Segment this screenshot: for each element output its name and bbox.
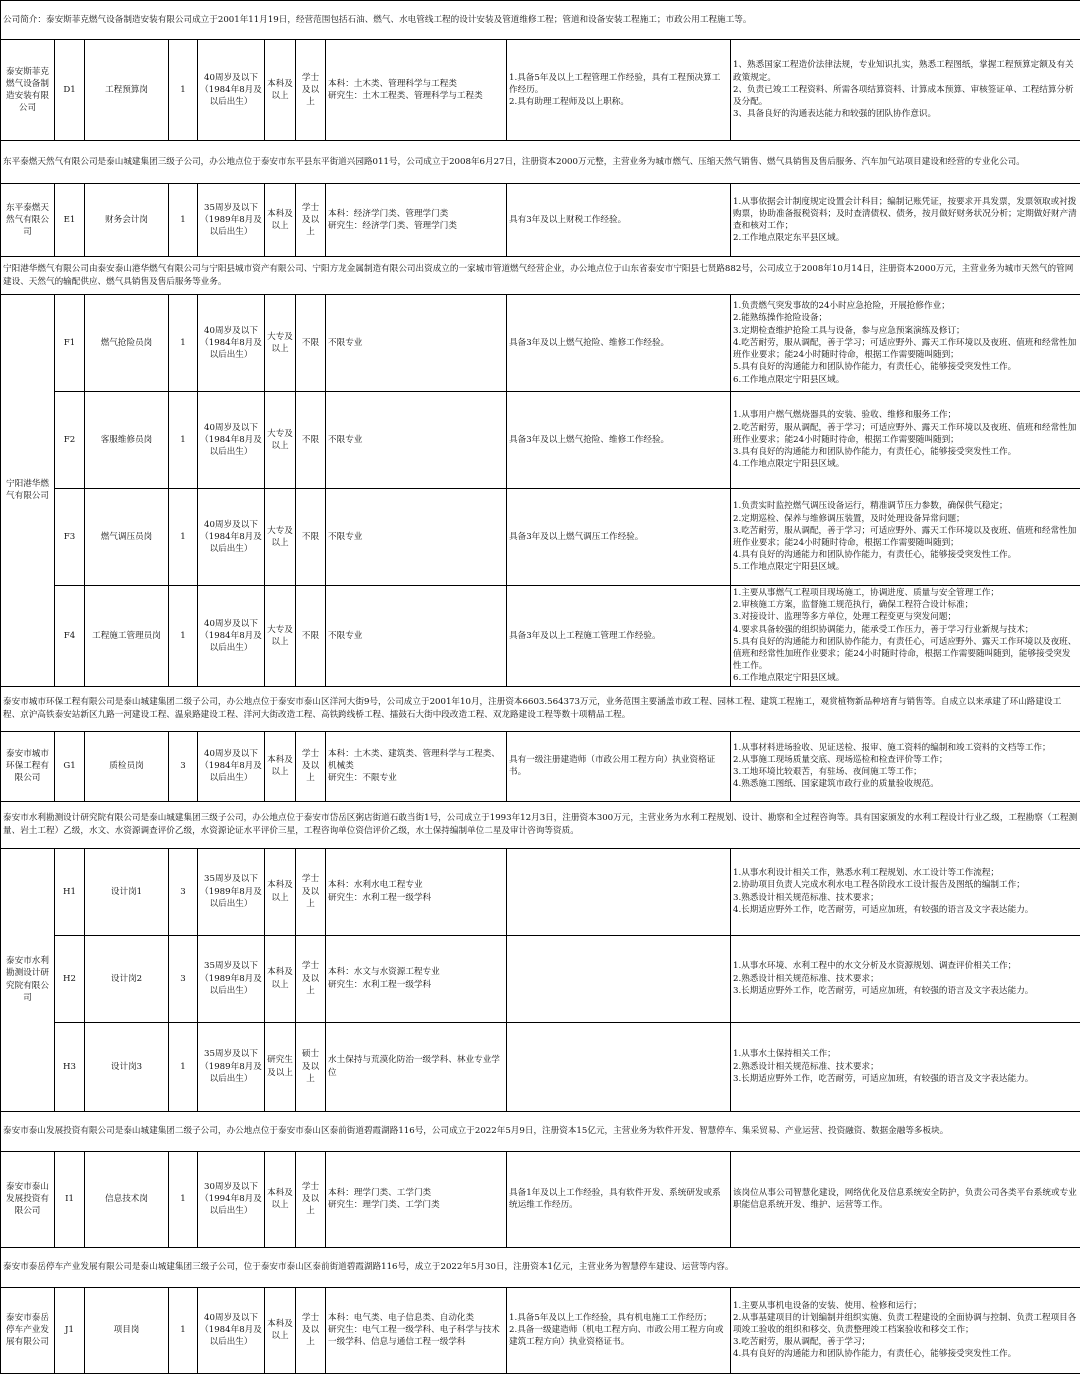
- education-requirement: 大专及以上: [265, 489, 296, 586]
- major-requirement: 不限专业: [326, 489, 507, 586]
- company-name: 宁阳港华燃气有限公司: [1, 295, 55, 687]
- job-description: 该岗位从事公司智慧化建设，网络优化及信息系统安全防护，负责公司各类平台系统或专业职能信息系统开发、维护、运营等工作。: [731, 1151, 1080, 1247]
- degree-requirement: 不限: [296, 295, 326, 392]
- experience-requirement: 具备3年及以上燃气抢险、维修工作经验。: [507, 295, 731, 392]
- company-name: 泰安市水利勘测设计研究院有限公司: [1, 848, 55, 1111]
- intro-row: [1, 1247, 1080, 1287]
- job-description: 1.主要从事机电设备的安装、使用、检修和运行； 2.从事基建项目的计划编制并组织实施、负责工程建设的全面协调与控制、负责工程项目各项竣工验收的组织和移交、负责整理竣工档案验收和移交工作； 3.吃苦耐劳，服从调配，善于学习； 4.具有良好的沟通能力和团队协作能力，有责任心，能够接受突发性工作。: [731, 1287, 1080, 1373]
- degree-requirement: 学士及以上: [296, 731, 326, 801]
- age-requirement: 35周岁及以下（1989年8月及以后出生）: [198, 184, 265, 257]
- major-requirement: 本科：水文与水资源工程专业 研究生：水利工程一级学科: [326, 935, 507, 1022]
- table-row: [1, 1287, 1080, 1373]
- experience-requirement: 具备3年及以上燃气调压工作经验。: [507, 489, 731, 586]
- degree-requirement: 不限: [296, 586, 326, 687]
- post-code: H1: [55, 848, 85, 935]
- experience-requirement: 具备3年及以上工程施工管理工作经验。: [507, 586, 731, 687]
- age-requirement: 35周岁及以下（1989年8月及以后出生）: [198, 848, 265, 935]
- degree-requirement: 硕士及以上: [296, 1022, 326, 1111]
- intro-row: [1, 801, 1080, 848]
- degree-requirement: 学士及以上: [296, 40, 326, 141]
- experience-requirement: 具备1年及以上工作经验，具有软件开发、系统研发或系统运维工作经历。: [507, 1151, 731, 1247]
- post-count: 1: [169, 489, 198, 586]
- table-row: [1, 848, 1080, 935]
- major-requirement: 不限专业: [326, 295, 507, 392]
- company-name: 泰安市泰山发展投资有限公司: [1, 1151, 55, 1247]
- job-description: 1.从事水土保持相关工作； 2.熟悉设计相关规范标准、技术要求； 3.长期适应野外工作，吃苦耐劳，可适应加班，有较强的语言及文字表达能力。: [731, 1022, 1080, 1111]
- intro-row: [1, 141, 1080, 184]
- degree-requirement: 不限: [296, 489, 326, 586]
- company-intro: 泰安市城市环保工程有限公司是泰山城建集团二级子公司，办公地点位于泰安市泰山区洋河大街9号，公司成立于2001年10月，注册资本6603.564373万元，业务范围主要涵盖市政工程、园林工程、建筑工程施工，观赏植物新品种培育与销售等。自成立以来承建了环山路建设工程、京沪高铁泰安站新区九路一河建设工程、温泉路建设工程、洋河大街改造工程、高铁跨线桥工程、擂鼓石大街中段改造工程、双龙路建设工程等数十项精品工程。: [1, 686, 1080, 731]
- post-code: F2: [55, 392, 85, 489]
- age-requirement: 40周岁及以下（1984年8月及以后出生）: [198, 586, 265, 687]
- table-row: [1, 1151, 1080, 1247]
- experience-requirement: [507, 848, 731, 935]
- experience-requirement: 1.具备5年及以上工程管理工作经验，具有工程预决算工作经历。 2.具有助理工程师及以上职称。: [507, 40, 731, 141]
- degree-requirement: 学士及以上: [296, 1287, 326, 1373]
- post-code: E1: [55, 184, 85, 257]
- major-requirement: 不限专业: [326, 392, 507, 489]
- age-requirement: 40周岁及以下（1984年8月及以后出生）: [198, 731, 265, 801]
- post-title: 燃气调压员岗: [85, 489, 169, 586]
- post-title: 设计岗2: [85, 935, 169, 1022]
- degree-requirement: 学士及以上: [296, 935, 326, 1022]
- age-requirement: 40周岁及以下（1984年8月及以后出生）: [198, 489, 265, 586]
- post-count: 1: [169, 1287, 198, 1373]
- post-code: G1: [55, 731, 85, 801]
- post-count: 1: [169, 295, 198, 392]
- post-code: H2: [55, 935, 85, 1022]
- post-code: J1: [55, 1287, 85, 1373]
- post-title: 信息技术岗: [85, 1151, 169, 1247]
- degree-requirement: 不限: [296, 392, 326, 489]
- table-row: [1, 295, 1080, 392]
- post-title: 工程施工管理员岗: [85, 586, 169, 687]
- job-description: 1.从事材料进场验收、见证送检、报审、施工资料的编制和竣工资料的文档等工作； 2.从事施工现场质量交底、现场巡检和检查评价等工作； 3.工地环境比较艰苦，有驻场、夜间施工等工作； 4.熟悉施工图纸、国家建筑市政行业的质量验收规范。: [731, 731, 1080, 801]
- job-description: 1.主要从事燃气工程项目现场施工，协调进度、质量与安全管理工作； 2.审核施工方案，监督施工规范执行，确保工程符合设计标准； 3.对接设计、监理等多方单位，处理工程变更与突发问题； 4.要求具备较强的组织协调能力，能承受工作压力，善于学习行业新规与技术； 5.具有良好的沟通能力和团队协作能力，有责任心，可适应野外、露天工作环境以及夜班、值班和经常性加班作业要求；能24小时随时待命，根据工作需要随叫随到，能够接受突发性工作。 6.工作地点限定宁阳县区域。: [731, 586, 1080, 687]
- age-requirement: 40周岁及以下（1984年8月及以后出生）: [198, 40, 265, 141]
- post-count: 1: [169, 1022, 198, 1111]
- age-requirement: 35周岁及以下（1989年8月及以后出生）: [198, 935, 265, 1022]
- post-count: 1: [169, 184, 198, 257]
- post-count: 1: [169, 392, 198, 489]
- post-title: 质检员岗: [85, 731, 169, 801]
- intro-row: [1, 686, 1080, 731]
- degree-requirement: 学士及以上: [296, 848, 326, 935]
- post-title: 设计岗3: [85, 1022, 169, 1111]
- degree-requirement: 学士及以上: [296, 1151, 326, 1247]
- company-name: 东平泰燃天然气有限公司: [1, 184, 55, 257]
- major-requirement: 本科：水利水电工程专业 研究生：水利工程一级学科: [326, 848, 507, 935]
- experience-requirement: 具有3年及以上财税工作经验。: [507, 184, 731, 257]
- company-intro: 公司简介：泰安斯菲克燃气设备制造安装有限公司成立于2001年11月19日，经营范围包括石油、燃气、水电管线工程的设计安装及管道维修工程；管道和设备安装工程施工；市政公用工程施工等。: [1, 1, 1080, 40]
- company-name: 泰安市城市环保工程有限公司: [1, 731, 55, 801]
- table-row: [1, 731, 1080, 801]
- post-code: I1: [55, 1151, 85, 1247]
- company-intro: 泰安市水利勘测设计研究院有限公司是泰山城建集团三级子公司，办公地点位于泰安市岱岳区粥店街道石敢当街1号，公司成立于1993年12月3日，注册资本300万元，主营业务为水利工程规划、设计、勘察和全过程咨询等。具有国家颁发的水利工程设计行业乙级，工程勘察（工程测量、岩土工程）乙级，水文、水资源调查评价乙级，水资源论证水平评价三星，工程咨询单位资信评价乙级，水土保持编制单位二星及审计咨询等资质。: [1, 801, 1080, 848]
- company-intro: 宁阳港华燃气有限公司由泰安泰山港华燃气有限公司与宁阳县城市资产有限公司、宁阳方龙金属制造有限公司出资成立的一家城市管道燃气经营企业，办公地点位于山东省泰安市宁阳县七贤路882号，公司成立于2008年10月14日，注册资本2000万元，主营业务为城市天然气的管网建设、天然气的输配供应、燃气具销售及售后服务等业务。: [1, 257, 1080, 295]
- post-title: 财务会计岗: [85, 184, 169, 257]
- education-requirement: 本科及以上: [265, 935, 296, 1022]
- job-description: 1.从事水环境、水利工程中的水文分析及水资源规划、调查评价相关工作； 2.熟悉设计相关规范标准、技术要求； 3.长期适应野外工作，吃苦耐劳，可适应加班，有较强的语言及文字表达能力。: [731, 935, 1080, 1022]
- post-code: F3: [55, 489, 85, 586]
- education-requirement: 本科及以上: [265, 40, 296, 141]
- education-requirement: 大专及以上: [265, 392, 296, 489]
- education-requirement: 大专及以上: [265, 295, 296, 392]
- education-requirement: 本科及以上: [265, 731, 296, 801]
- table-row: [1, 935, 1080, 1022]
- age-requirement: 40周岁及以下（1984年8月及以后出生）: [198, 295, 265, 392]
- intro-row: [1, 257, 1080, 295]
- experience-requirement: [507, 1022, 731, 1111]
- post-count: 3: [169, 935, 198, 1022]
- table-row: [1, 40, 1080, 141]
- post-count: 3: [169, 848, 198, 935]
- experience-requirement: 1.具备5年及以上工作经验，具有机电施工工作经历； 2.具备一级建造师（机电工程方向、市政公用工程方向或建筑工程方向）执业资格证书。: [507, 1287, 731, 1373]
- table-row: [1, 1022, 1080, 1111]
- company-intro: 东平泰燃天然气有限公司是泰山城建集团三级子公司，办公地点位于泰安市东平县东平街道兴园路011号，公司成立于2008年6月27日，注册资本2000万元整，主营业务为城市燃气、压缩天然气销售、燃气具销售及售后服务、汽车加气站项目建设和经营的专业化公司。: [1, 141, 1080, 184]
- intro-row: [1, 1, 1080, 40]
- table-row: [1, 184, 1080, 257]
- post-code: H3: [55, 1022, 85, 1111]
- major-requirement: 本科：理学门类、工学门类 研究生：理学门类、工学门类: [326, 1151, 507, 1247]
- education-requirement: 本科及以上: [265, 848, 296, 935]
- post-code: F4: [55, 586, 85, 687]
- education-requirement: 研究生及以上: [265, 1022, 296, 1111]
- major-requirement: 不限专业: [326, 586, 507, 687]
- major-requirement: 本科：土木类、建筑类、管理科学与工程类、机械类 研究生：不限专业: [326, 731, 507, 801]
- post-count: 1: [169, 40, 198, 141]
- job-description: 1.从事依据会计制度规定设置会计科目；编制记账凭证，按要求开具发票，发票领取或衬拨购票，协助准备报税资料；及时查清债权、债务，按月做好财务状况分析；定期做好财产清查和核对工作； 2.工作地点限定东平县区域。: [731, 184, 1080, 257]
- age-requirement: 35周岁及以下（1989年8月及以后出生）: [198, 1022, 265, 1111]
- experience-requirement: 具备3年及以上燃气抢险、维修工作经验。: [507, 392, 731, 489]
- post-count: 1: [169, 586, 198, 687]
- post-code: F1: [55, 295, 85, 392]
- post-title: 燃气抢险员岗: [85, 295, 169, 392]
- company-name: 泰安斯菲克燃气设备制造安装有限公司: [1, 40, 55, 141]
- major-requirement: 本科：经济学门类、管理学门类 研究生：经济学门类、管理学门类: [326, 184, 507, 257]
- education-requirement: 本科及以上: [265, 1287, 296, 1373]
- major-requirement: 水土保持与荒漠化防治一级学科、林业专业学位: [326, 1022, 507, 1111]
- age-requirement: 30周岁及以下（1994年8月及以后出生）: [198, 1151, 265, 1247]
- experience-requirement: 具有一级注册建造师（市政公用工程方向）执业资格证书。: [507, 731, 731, 801]
- post-title: 项目岗: [85, 1287, 169, 1373]
- post-code: D1: [55, 40, 85, 141]
- table-row: [1, 586, 1080, 687]
- major-requirement: 本科：土木类、管理科学与工程类 研究生：土木工程类、管理科学与工程类: [326, 40, 507, 141]
- job-description: 1.从事用户燃气燃烧器具的安装、验收、维修和服务工作； 2.吃苦耐劳，服从调配，善于学习；可适应野外、露天工作环境以及夜班、值班和经常性加班作业要求；能24小时随时待命，根据工作需要随叫随到； 3.具有良好的沟通能力和团队协作能力，有责任心，能够接受突发性工作。 4.工作地点限定宁阳县区域。: [731, 392, 1080, 489]
- education-requirement: 本科及以上: [265, 1151, 296, 1247]
- job-description: 1、熟悉国家工程造价法律法规，专业知识扎实，熟悉工程图纸，掌握工程预算定额及有关政策规定。 2、负责已竣工工程资料、所需各项结算资料、计算成本预算、审核签证单、工程结算分析及分配。 3、具备良好的沟通表达能力和较强的团队协作意识。: [731, 40, 1080, 141]
- post-count: 1: [169, 1151, 198, 1247]
- job-description: 1.从事水利设计相关工作，熟悉水利工程规划、水工设计等工作流程； 2.协助项目负责人完成水利水电工程各阶段水工设计报告及图纸的编制工作； 3.熟悉设计相关规范标准、技术要求； 4.长期适应野外工作，吃苦耐劳，可适应加班，有较强的语言及文字表达能力。: [731, 848, 1080, 935]
- intro-row: [1, 1111, 1080, 1151]
- job-description: 1.负责实时监控燃气调压设备运行，精准调节压力参数，确保供气稳定； 2.定期巡检、保养与维修调压装置，及时处理设备异常问题； 3.吃苦耐劳，服从调配，善于学习；可适应野外、露天工作环境以及夜班、值班和经常性加班作业要求；能24小时随时待命，根据工作需要随叫随到； 4.具有良好的沟通能力和团队协作能力，有责任心，能够接受突发性工作。 5.工作地点限定宁阳县区域。: [731, 489, 1080, 586]
- age-requirement: 40周岁及以下（1984年8月及以后出生）: [198, 1287, 265, 1373]
- major-requirement: 本科：电气类、电子信息类、自动化类 研究生：电气工程一级学科、电子科学与技术一级学科、信息与通信工程一级学科: [326, 1287, 507, 1373]
- table-row: [1, 489, 1080, 586]
- company-intro: 泰安市泰岳停车产业发展有限公司是泰山城建集团三级子公司，位于泰安市泰山区泰前街道碧霞湖路116号，成立于2022年5月30日，注册资本1亿元，主营业务为智慧停车建设、运营等内容。: [1, 1247, 1080, 1287]
- post-count: 3: [169, 731, 198, 801]
- company-intro: 泰安市泰山发展投资有限公司是泰山城建集团二级子公司，办公地点位于泰安市泰山区泰前街道碧霞湖路116号，公司成立于2022年5月9日，注册资本15亿元，主营业务为软件开发、智慧停车、集采贸易、产业运营、投资融资、数据金融等多板块。: [1, 1111, 1080, 1151]
- education-requirement: 大专及以上: [265, 586, 296, 687]
- education-requirement: 本科及以上: [265, 184, 296, 257]
- table-row: [1, 392, 1080, 489]
- post-title: 工程预算岗: [85, 40, 169, 141]
- degree-requirement: 学士及以上: [296, 184, 326, 257]
- age-requirement: 40周岁及以下（1984年8月及以后出生）: [198, 392, 265, 489]
- job-description: 1.负责燃气突发事故的24小时应急抢险，开展抢修作业； 2.能熟练操作抢险设备； 3.定期检查维护抢险工具与设备，参与应急预案演练及修订； 4.吃苦耐劳，服从调配，善于学习；可适应野外、露天工作环境以及夜班、值班和经常性加班作业要求；能24小时随时待命，根据工作需要随叫随到； 5.具有良好的沟通能力和团队协作能力，有责任心，能够接受突发性工作。 6.工作地点限定宁阳县区域。: [731, 295, 1080, 392]
- post-title: 设计岗1: [85, 848, 169, 935]
- experience-requirement: [507, 935, 731, 1022]
- company-name: 泰安市泰岳停车产业发展有限公司: [1, 1287, 55, 1373]
- post-title: 客服维修员岗: [85, 392, 169, 489]
